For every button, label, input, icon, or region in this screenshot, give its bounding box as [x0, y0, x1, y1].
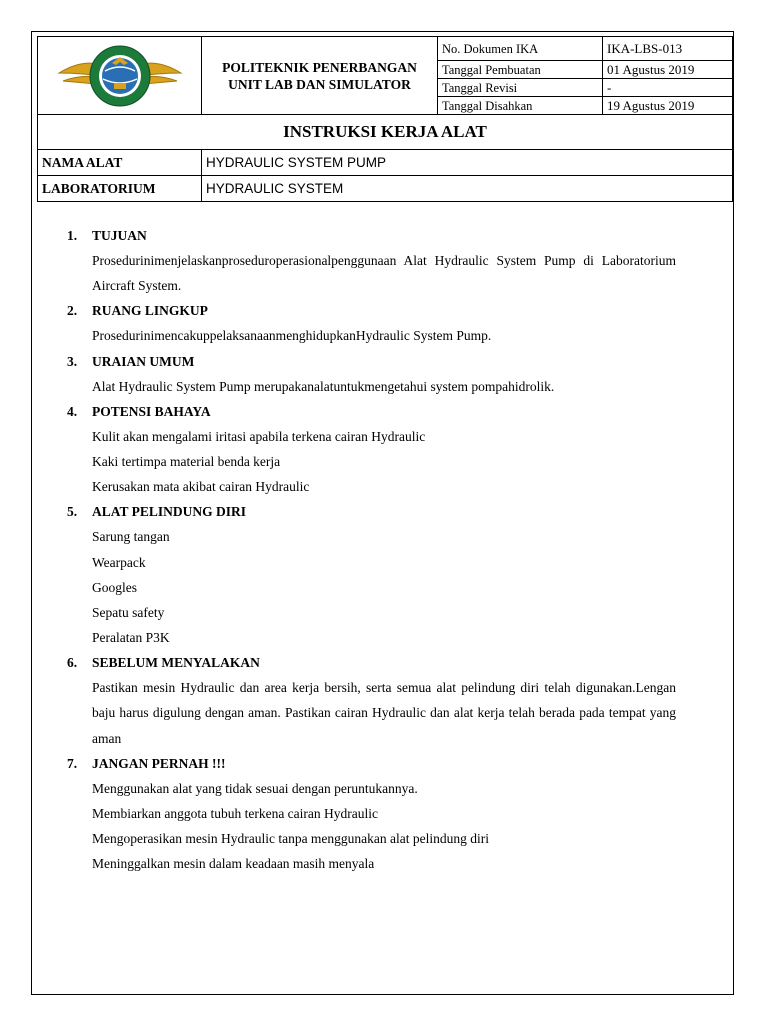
section-line: Kulit akan mengalami iritasi apabila terkena cairan Hydraulic [92, 428, 426, 444]
section-line: Prosedurinimenjelaskanproseduroperasionalpenggunaan Alat Hydraulic System Pump di Laboratorium Aircraft System. [92, 253, 676, 294]
section-title: RUANG LINGKUP [92, 303, 208, 319]
document-header-table [37, 36, 733, 202]
meta-label-created: Tanggal Pembuatan [438, 61, 603, 79]
section-number: 5. [67, 504, 78, 520]
section-title: POTENSI BAHAYA [92, 403, 211, 419]
logo-cell [38, 37, 202, 115]
section-line: Sarung tangan [92, 529, 170, 545]
institution-line-2: UNIT LAB DAN SIMULATOR [228, 76, 411, 92]
section-heading [67, 399, 676, 424]
document-title: INSTRUKSI KERJA ALAT [38, 115, 733, 150]
section-heading [67, 650, 676, 675]
section-heading [67, 499, 676, 524]
section-heading [67, 349, 676, 374]
meta-value-approved: 19 Agustus 2019 [603, 97, 733, 115]
section-line: Kaki tertimpa material benda kerja [92, 453, 281, 469]
section-line: ProsedurinimencakuppelaksanaanmenghidupkanHydraulic System Pump. [92, 328, 492, 344]
section-title: ALAT PELINDUNG DIRI [92, 504, 247, 520]
section-line: Googles [92, 579, 137, 595]
section [67, 223, 676, 298]
institution-name [202, 37, 438, 115]
section-number: 6. [67, 655, 78, 671]
section [67, 399, 676, 500]
section [67, 751, 676, 877]
section-line: Sepatu safety [92, 604, 165, 620]
field-label-tool-name: NAMA ALAT [38, 150, 202, 176]
section-heading [67, 223, 676, 248]
meta-label-revision: Tanggal Revisi [438, 79, 603, 97]
section-line: Alat Hydraulic System Pump merupakanalatuntukmengetahui system pompahidrolik. [92, 378, 555, 394]
instruction-sections [67, 223, 676, 877]
section-number: 1. [67, 228, 78, 243]
section-line: Pastikan mesin Hydraulic dan area kerja bersih, serta semua alat pelindung diri telah digunakan.Lengan baju harus digulung dengan aman. Pastikan cairan Hydraulic dan alat kerja telah berada pada tempat yang aman [92, 680, 676, 746]
section-line: Peralatan P3K [92, 630, 170, 646]
section [67, 650, 676, 751]
section-heading [67, 298, 676, 323]
section-line: Menggunakan alat yang tidak sesuai dengan peruntukannya. [92, 780, 418, 796]
institution-line-1: POLITEKNIK PENERBANGAN [222, 59, 417, 75]
section [67, 499, 676, 650]
section-title: URAIAN UMUM [92, 353, 195, 369]
section-number: 4. [67, 403, 78, 419]
section-title: TUJUAN [92, 228, 147, 243]
section [67, 298, 676, 348]
section-line: Wearpack [92, 554, 146, 570]
section [67, 349, 676, 399]
institution-logo-icon [55, 43, 185, 109]
section-number: 2. [67, 303, 78, 319]
meta-label-approved: Tanggal Disahkan [438, 97, 603, 115]
section-number: 3. [67, 353, 78, 369]
section-title: JANGAN PERNAH !!! [92, 755, 226, 771]
section-heading [67, 751, 676, 776]
section-line: Mengoperasikan mesin Hydraulic tanpa menggunakan alat pelindung diri [92, 831, 490, 847]
meta-value-created: 01 Agustus 2019 [603, 61, 733, 79]
section-line: Membiarkan anggota tubuh terkena cairan Hydraulic [92, 806, 379, 822]
meta-value-revision: - [603, 79, 733, 97]
section-line: Kerusakan mata akibat cairan Hydraulic [92, 479, 310, 495]
field-label-laboratory: LABORATORIUM [38, 176, 202, 202]
field-value-tool-name: HYDRAULIC SYSTEM PUMP [202, 150, 733, 176]
section-number: 7. [67, 755, 78, 771]
field-value-laboratory: HYDRAULIC SYSTEM [202, 176, 733, 202]
meta-value-doc-number: IKA-LBS-013 [603, 37, 733, 61]
section-line: Meninggalkan mesin dalam keadaan masih menyala [92, 856, 375, 872]
meta-label-doc-number: No. Dokumen IKA [438, 37, 603, 61]
section-title: SEBELUM MENYALAKAN [92, 655, 260, 671]
